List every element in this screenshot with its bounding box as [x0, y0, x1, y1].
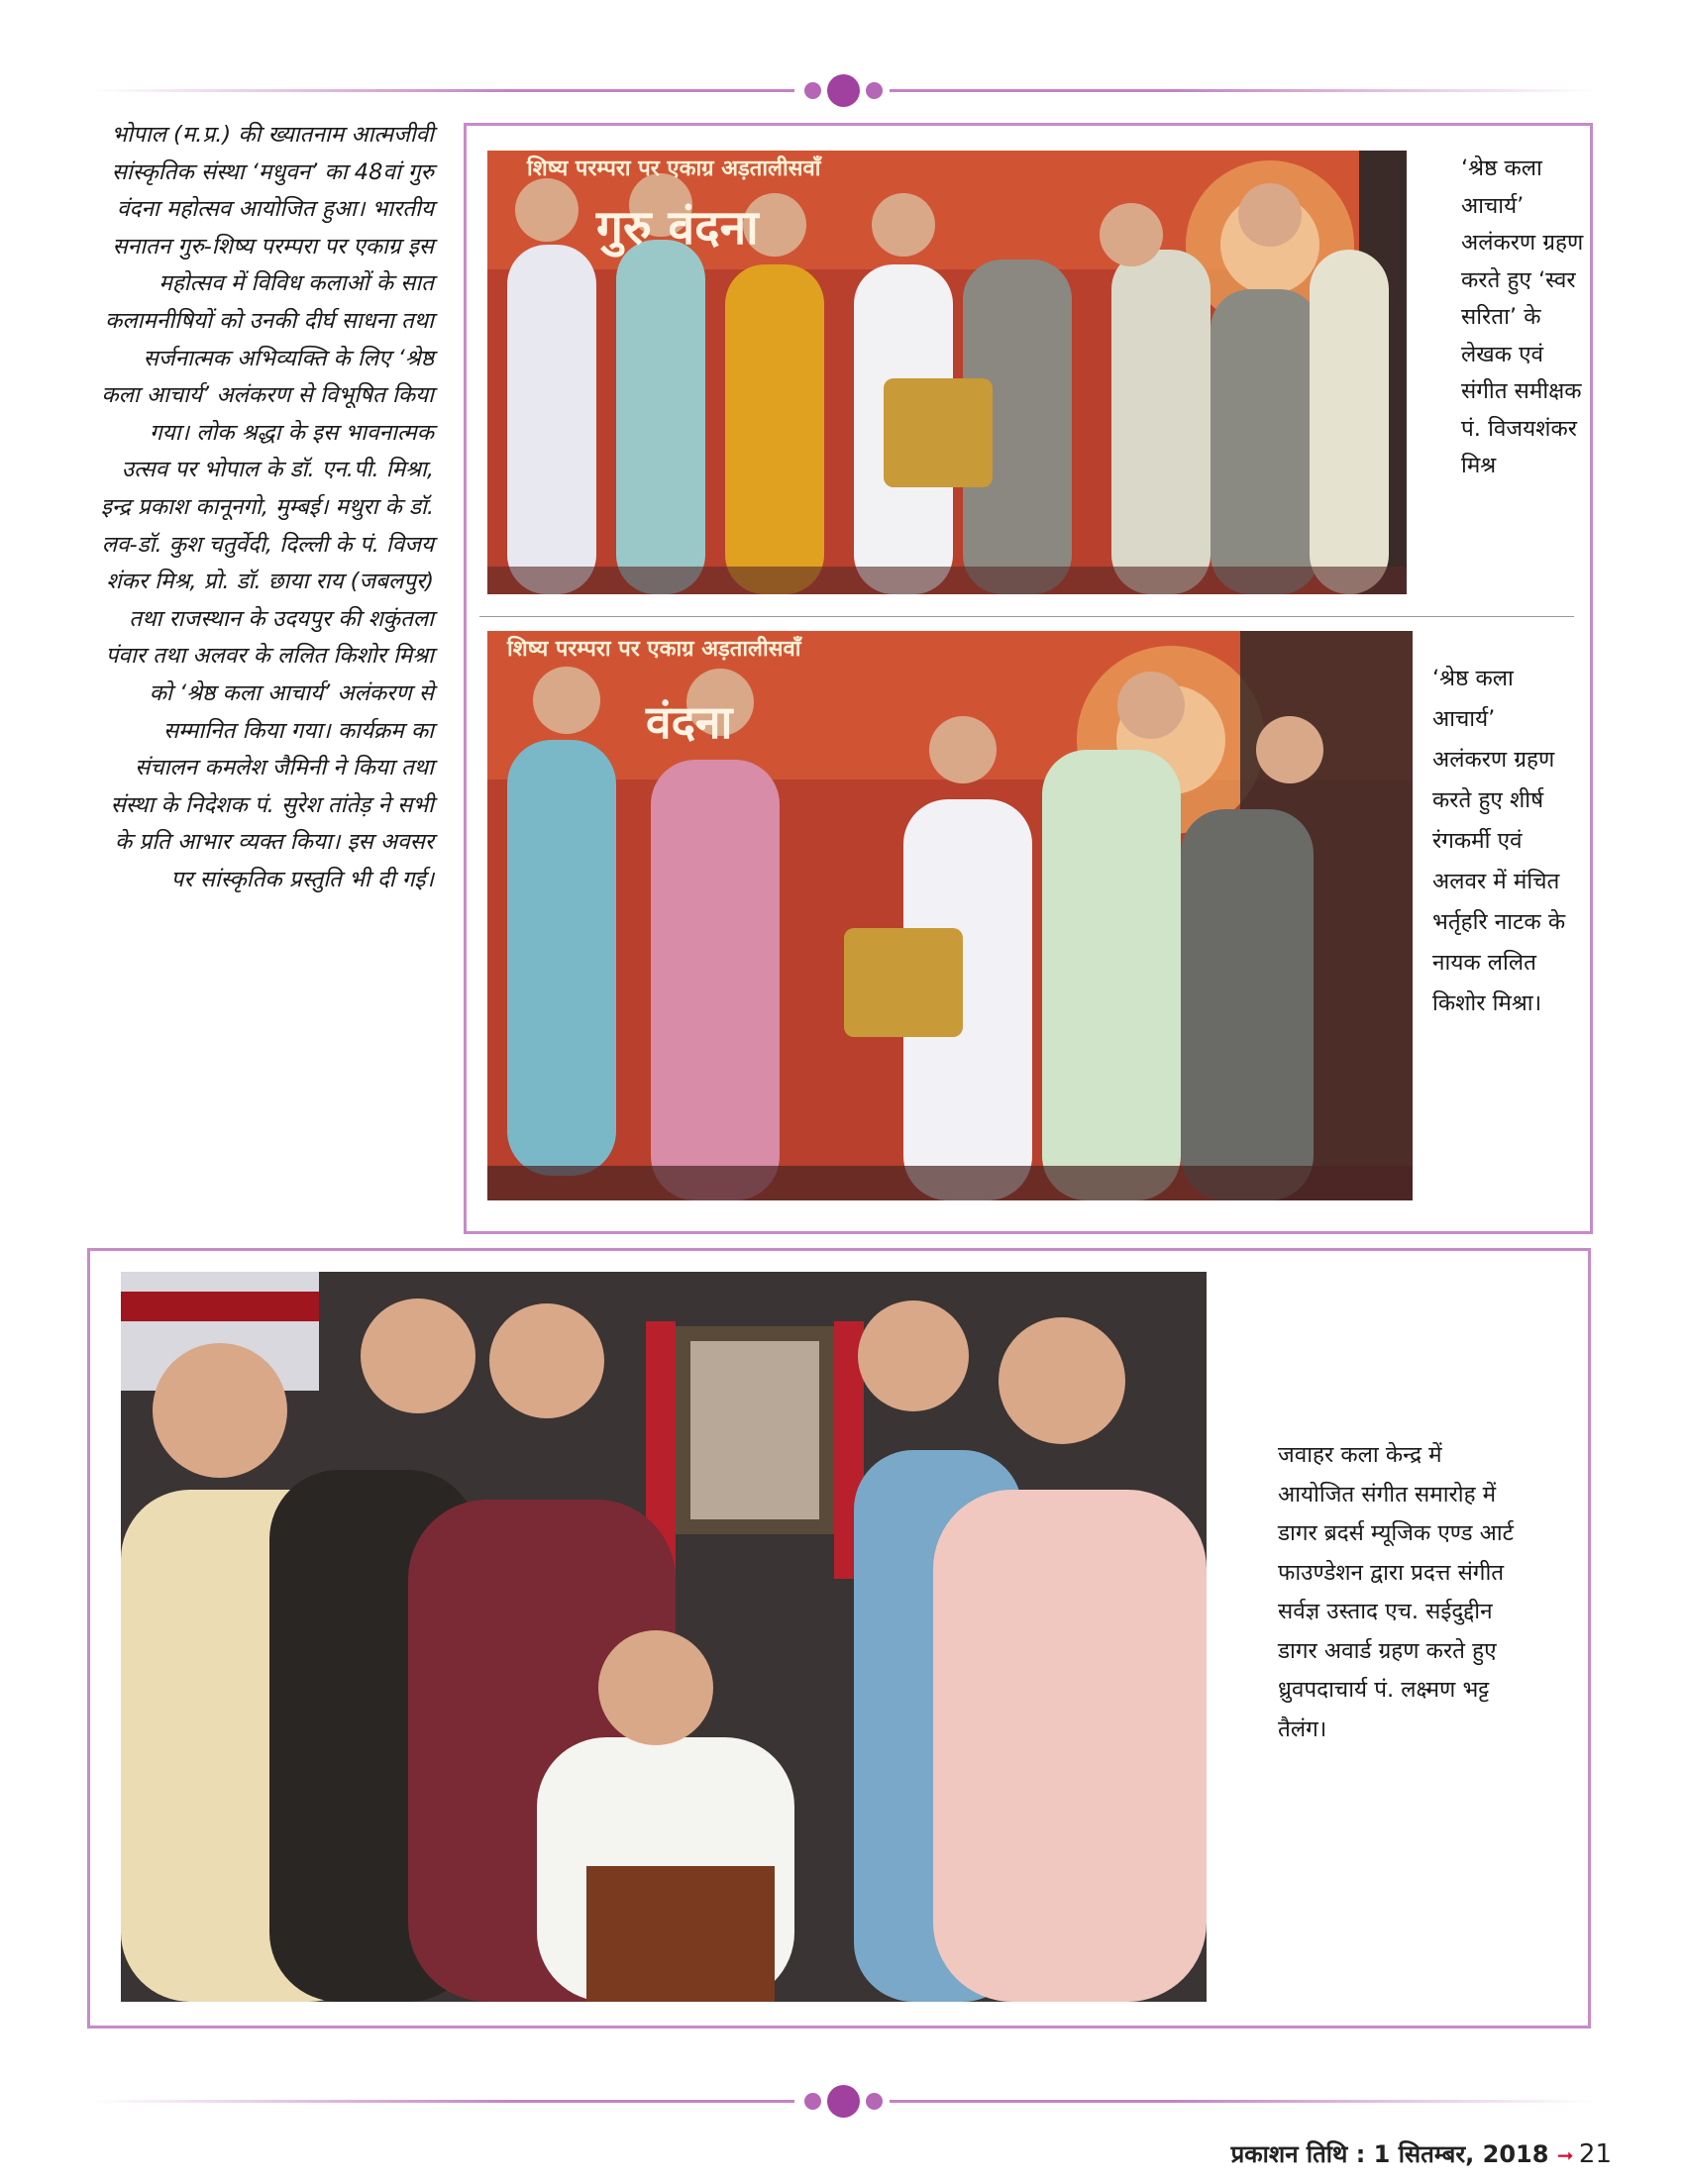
footer-publication-date: प्रकाशन तिथि : 1 सितम्बर, 2018: [1230, 2140, 1549, 2168]
bottom-dot-left: [804, 2093, 821, 2110]
footer-arrow-icon: ➞: [1556, 2143, 1571, 2167]
upper-separator: [479, 616, 1574, 617]
award-photo-1: [487, 151, 1407, 594]
top-dot-right: [866, 82, 883, 99]
photo-2-banner: शिष्य परम्परा पर एकाग्र अड़तालीसवाँ: [507, 637, 801, 662]
bottom-dot-center: [827, 2085, 860, 2118]
bottom-rule-right: [890, 2100, 1595, 2103]
top-rule-right: [890, 89, 1595, 92]
top-dot-left: [804, 82, 821, 99]
photo-1-banner: शिष्य परम्परा पर एकाग्र अड़तालीसवाँ: [527, 156, 821, 181]
intro-text: भोपाल (म.प्र.) की ख्यातनाम आत्मजीवी सांस्कृतिक संस्था ‘मधुवन’ का 48वां गुरु वंदना महोत्सव आयोजित हुआ। भारतीय सनातन गुरु-शिष्य परम्परा पर एकाग्र इस महोत्सव में विविध कलाओं के सात कलामनीषियों को उनकी दीर्घ साधना तथा सर्जनात्मक अभिव्यक्ति के लिए ‘श्रेष्ठ कला आचार्य’ अलंकरण से विभूषित किया गया। लोक श्रद्धा के इस भावनात्मक उत्सव पर भोपाल के डॉ. एन.पी. मिश्रा, इन्द्र प्रकाश कानूनगो, मुम्बई। मथुरा के डॉ. लव-डॉ. कुश चतुर्वेदी, दिल्ली के पं. विजय शंकर मिश्र, प्रो. डॉ. छाया राय (जबलपुर) तथा राजस्थान के उदयपुर की शकुंतला पंवार तथा अलवर के ललित किशोर मिश्रा को ‘श्रेष्ठ कला आचार्य’ अलंकरण से सम्मानित किया गया। कार्यक्रम का संचालन कमलेश जैमिनी ने किया तथा संस्था के निदेशक पं. सुरेश तांतेड़ ने सभी के प्रति आभार व्यक्त किया। इस अवसर पर सांस्कृतिक प्रस्तुति भी दी गई।: [100, 122, 434, 892]
award-photo-3: [121, 1272, 1207, 2002]
photo-1-caption: ‘श्रेष्ठ कला आचार्य’ अलंकरण ग्रहण करते हुए ‘स्वर सरिता’ के लेखक एवं संगीत समीक्षक पं. विजयशंकर मिश्र: [1461, 156, 1584, 478]
photo-2-caption: ‘श्रेष्ठ कला आचार्य’ अलंकरण ग्रहण करते हुए शीर्ष रंगकर्मी एवं अलवर में मंचित भर्तृहरि नाटक के नायक ललित किशोर मिश्रा।: [1432, 666, 1566, 1016]
top-dot-center: [827, 74, 860, 107]
photo-2-banner-title: वंदना: [646, 695, 733, 749]
photo-1-banner-title: गुरु वंदना: [596, 200, 759, 256]
page-number: 21: [1578, 2139, 1612, 2169]
footer: [1231, 2137, 1612, 2170]
bottom-rule-left: [91, 2100, 794, 2103]
photo-3-caption: जवाहर कला केन्द्र में आयोजित संगीत समारोह में डागर ब्रदर्स म्यूजिक एण्ड आर्ट फाउण्डेशन द्वारा प्रदत्त संगीत सर्वज्ञ उस्ताद एच. सईदुद्दीन डागर अवार्ड ग्रहण करते हुए ध्रुवपदाचार्य पं. लक्ष्मण भट्ट तैलंग।: [1278, 1442, 1515, 1742]
bottom-dot-right: [866, 2093, 883, 2110]
award-photo-2: [487, 631, 1413, 1200]
top-rule-left: [91, 89, 794, 92]
